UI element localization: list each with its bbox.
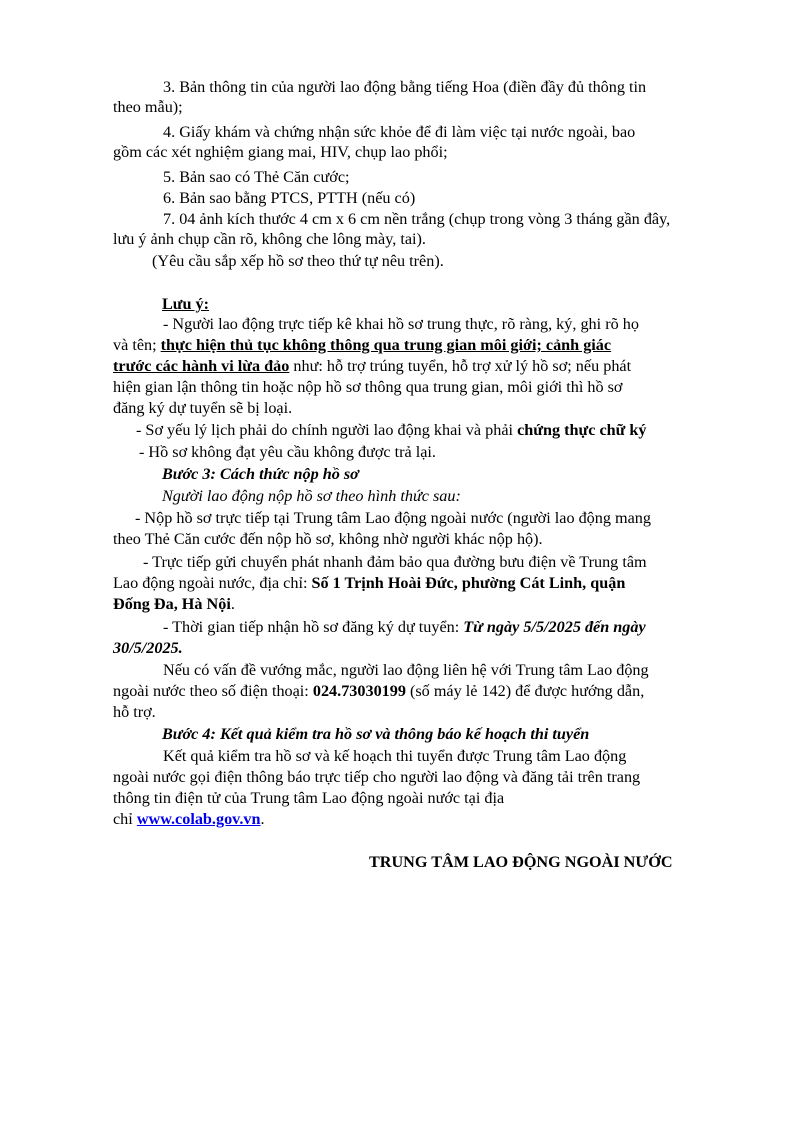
step3-address-district: Đống Đa, Hà Nội	[113, 595, 231, 613]
step3-phone-number: 024.73030199	[312, 682, 406, 700]
step3-p2-line2	[113, 573, 625, 593]
note-signature-emphasis: chứng thực chữ ký	[517, 421, 647, 439]
step4-line4-text: chỉ	[113, 810, 137, 828]
step3-phone-ext: (số máy lẻ 142) để được hướng dẫn,	[405, 682, 645, 700]
note-p1-line3-text: như: hỗ trợ trúng tuyển, hỗ trợ xử lý hồ sơ; nếu phát	[289, 357, 632, 375]
note-p1-line3	[113, 356, 631, 376]
step3-time-label: - Thời gian tiếp nhận hồ sơ đăng ký dự tuyển:	[163, 618, 464, 636]
step3-phone-label: ngoài nước theo số điện thoại:	[113, 682, 313, 700]
step3-address-label: Lao động ngoài nước, địa chỉ:	[113, 574, 312, 592]
step3-p2-line3	[113, 594, 235, 614]
list-item-7-line2: lưu ý ảnh chụp cần rõ, không che lông mày, tai).	[113, 230, 426, 248]
note-heading: Lưu ý:	[162, 295, 210, 313]
note-p2	[136, 420, 647, 440]
signature-organization: TRUNG TÂM LAO ĐỘNG NGOÀI NƯỚC	[369, 853, 673, 871]
step4-line4	[113, 809, 265, 829]
note-p1-line4: hiện gian lận thông tin hoặc nộp hồ sơ thông qua trung gian, môi giới thì hồ sơ	[113, 378, 623, 396]
list-item-3-line2: theo mẫu);	[113, 98, 183, 116]
step4-title: Bước 4: Kết quả kiểm tra hồ sơ và thông báo kế hoạch thi tuyển	[162, 725, 590, 743]
order-note: (Yêu cầu sắp xếp hồ sơ theo thứ tự nêu trên).	[152, 252, 444, 270]
note-p1-line2-text: và tên;	[113, 336, 161, 354]
step3-p4-line1: Nếu có vấn đề vướng mắc, người lao động liên hệ với Trung tâm Lao động	[163, 661, 649, 679]
list-item-5: 5. Bản sao có Thẻ Căn cước;	[163, 168, 350, 186]
step4-line2: ngoài nước gọi điện thông báo trực tiếp cho người lao động và đăng tải trên trang	[113, 768, 641, 786]
step4-line3: thông tin điện tử của Trung tâm Lao động ngoài nước tại địa	[113, 789, 505, 807]
step3-title: Bước 3: Cách thức nộp hồ sơ	[162, 465, 359, 483]
note-p1-line1: - Người lao động trực tiếp kê khai hồ sơ trung thực, rõ ràng, ký, ghi rõ họ	[163, 315, 639, 333]
note-p1-line2	[113, 335, 611, 355]
step4-line1: Kết quả kiểm tra hồ sơ và kế hoạch thi tuyển được Trung tâm Lao động	[163, 747, 627, 765]
step3-subtitle: Người lao động nộp hồ sơ theo hình thức sau:	[162, 487, 461, 505]
step4-line4-end: .	[260, 810, 265, 828]
list-item-7-line1: 7. 04 ảnh kích thước 4 cm x 6 cm nền trắng (chụp trong vòng 3 tháng gần đây,	[163, 210, 671, 228]
step3-address: Số 1 Trịnh Hoài Đức, phường Cát Linh, quận	[311, 574, 626, 592]
note-fraud-emphasis: trước các hành vi lừa đảo	[113, 357, 290, 375]
step3-time-range: Từ ngày 5/5/2025 đến ngày	[463, 618, 646, 636]
step3-address-end: .	[230, 595, 235, 613]
step3-time-range-end: 30/5/2025.	[113, 639, 183, 657]
list-item-4-line1: 4. Giấy khám và chứng nhận sức khỏe để đi làm việc tại nước ngoài, bao	[163, 123, 636, 141]
note-warning-emphasis: thực hiện thủ tục không thông qua trung gian môi giới; cảnh giác	[160, 336, 612, 354]
list-item-4-line2: gồm các xét nghiệm giang mai, HIV, chụp lao phổi;	[113, 143, 448, 161]
note-p1-line5: đăng ký dự tuyển sẽ bị loại.	[113, 399, 293, 417]
list-item-3-line1: 3. Bản thông tin của người lao động bằng tiếng Hoa (điền đầy đủ thông tin	[163, 78, 647, 96]
step3-p1-line2: theo Thẻ Căn cước đến nộp hồ sơ, không nhờ người khác nộp hộ).	[113, 530, 543, 548]
step3-p4-line3: hỗ trợ.	[113, 703, 156, 721]
step3-p4-line2	[113, 681, 644, 701]
list-item-6: 6. Bản sao bằng PTCS, PTTH (nếu có)	[163, 189, 416, 207]
note-p2-text: - Sơ yếu lý lịch phải do chính người lao động khai và phải	[136, 421, 518, 439]
step3-p3-line1	[163, 617, 646, 637]
note-p3: - Hồ sơ không đạt yêu cầu không được trả lại.	[139, 443, 436, 461]
website-link[interactable]: www.colab.gov.vn	[136, 810, 261, 828]
step3-p1-line1: - Nộp hồ sơ trực tiếp tại Trung tâm Lao động ngoài nước (người lao động mang	[135, 509, 651, 527]
step3-p2-line1: - Trực tiếp gửi chuyển phát nhanh đảm bảo qua đường bưu điện về Trung tâm	[143, 553, 647, 571]
